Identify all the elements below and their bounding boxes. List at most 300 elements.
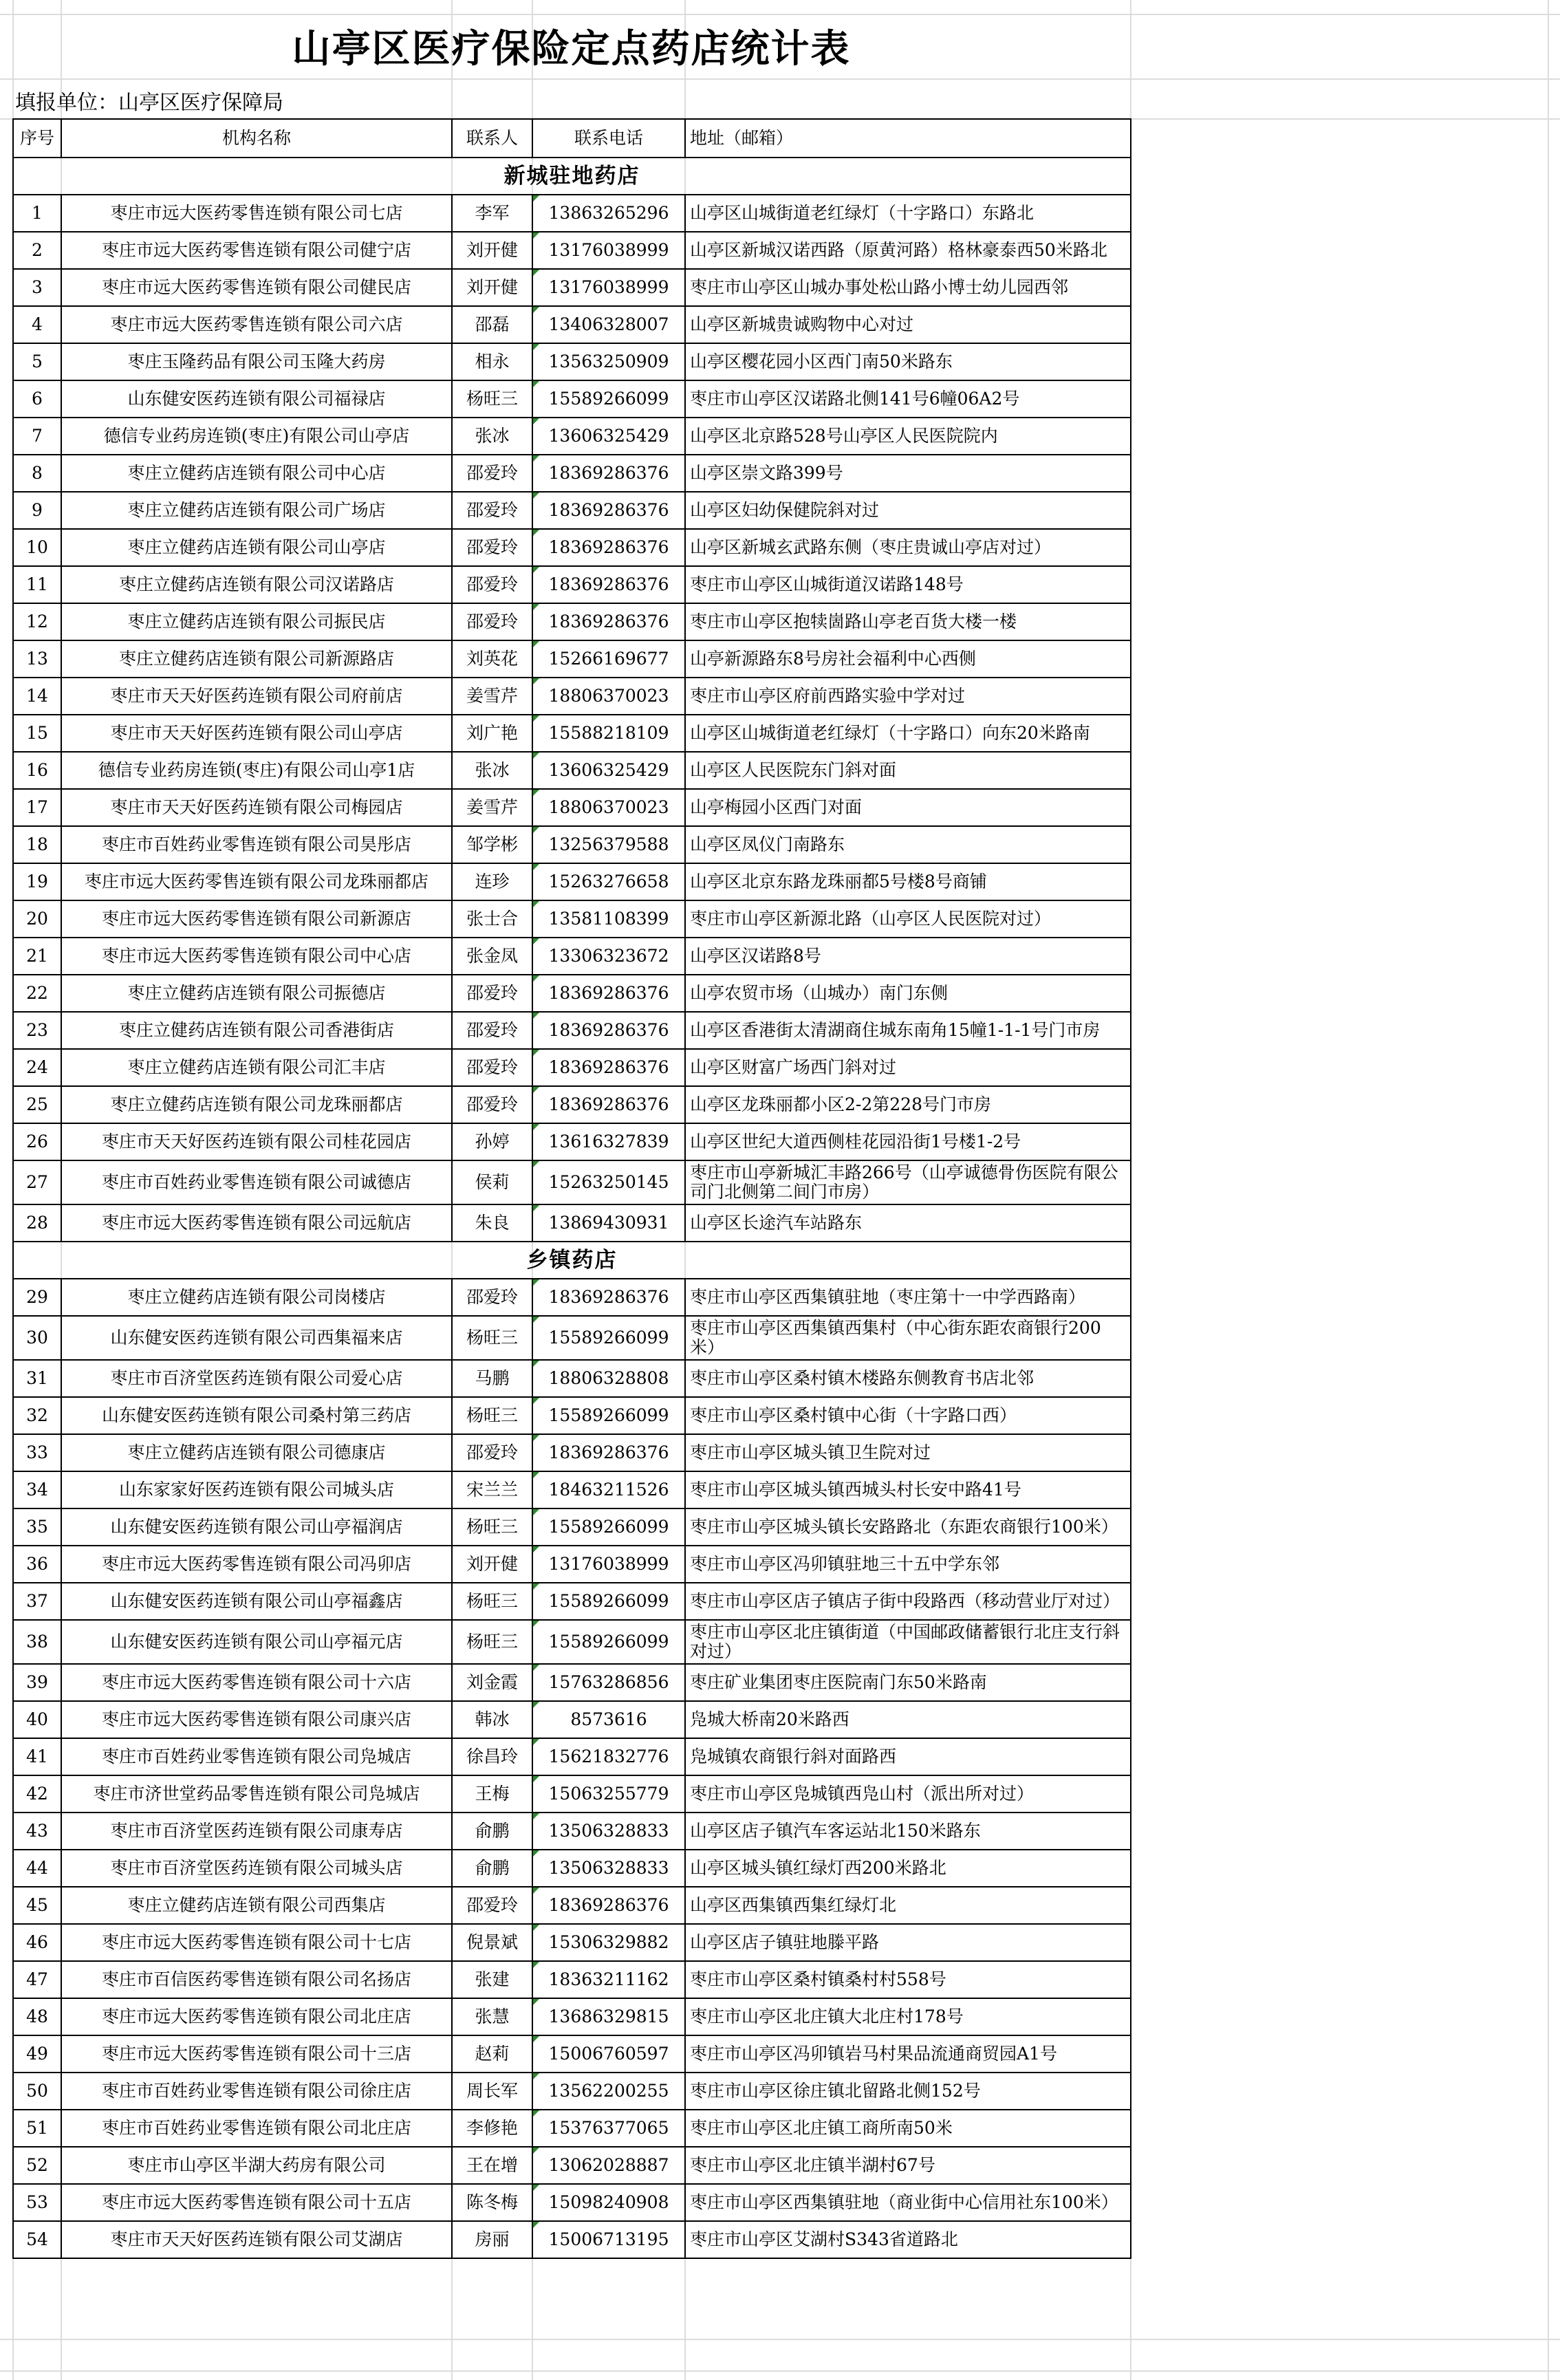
cell-name[interactable]: 枣庄市百姓药业零售连锁有限公司徐庄店 bbox=[61, 2073, 452, 2110]
cell-no[interactable]: 11 bbox=[13, 566, 61, 603]
cell-name[interactable]: 枣庄市远大医药零售连锁有限公司十六店 bbox=[61, 1664, 452, 1701]
table-row bbox=[13, 1850, 1131, 1887]
cell-no[interactable]: 37 bbox=[13, 1583, 61, 1620]
cell-name[interactable]: 枣庄市天天好医药连锁有限公司梅园店 bbox=[61, 789, 452, 826]
table-row bbox=[13, 1924, 1131, 1961]
cell-name[interactable]: 枣庄立健药店连锁有限公司德康店 bbox=[61, 1434, 452, 1471]
cell-no[interactable]: 17 bbox=[13, 789, 61, 826]
cell-phone[interactable]: 13563250909 bbox=[532, 343, 685, 380]
cell-contact[interactable]: 房丽 bbox=[452, 2221, 532, 2258]
cell-phone[interactable]: 15589266099 bbox=[532, 1508, 685, 1546]
cell-name[interactable]: 枣庄市济世堂药品零售连锁有限公司凫城店 bbox=[61, 1775, 452, 1813]
cell-contact[interactable]: 刘金霞 bbox=[452, 1664, 532, 1701]
cell-address[interactable]: 枣庄市山亭区城头镇长安路路北（东距农商银行100米） bbox=[685, 1508, 1131, 1546]
cell-phone[interactable]: 13616327839 bbox=[532, 1123, 685, 1160]
cell-phone[interactable]: 15263276658 bbox=[532, 863, 685, 900]
cell-phone[interactable]: 15306329882 bbox=[532, 1924, 685, 1961]
cell-contact[interactable]: 周长军 bbox=[452, 2073, 532, 2110]
cell-no[interactable]: 39 bbox=[13, 1664, 61, 1701]
cell-address[interactable]: 山亭区香港街太清湖商住城东南角15幢1-1-1号门市房 bbox=[685, 1012, 1131, 1049]
cell-address[interactable]: 山亭区财富广场西门斜对过 bbox=[685, 1049, 1131, 1086]
cell-no[interactable]: 20 bbox=[13, 900, 61, 938]
cell-address[interactable]: 山亭区新城汉诺西路（原黄河路）格林豪泰西50米路北 bbox=[685, 232, 1131, 269]
cell-contact[interactable]: 邵爱玲 bbox=[452, 566, 532, 603]
cell-address[interactable]: 山亭区人民医院东门斜对面 bbox=[685, 752, 1131, 789]
cell-no[interactable]: 1 bbox=[13, 195, 61, 232]
cell-no[interactable]: 32 bbox=[13, 1397, 61, 1434]
table-row bbox=[13, 752, 1131, 789]
cell-address[interactable]: 山亭区世纪大道西侧桂花园沿街1号楼1-2号 bbox=[685, 1123, 1131, 1160]
cell-name[interactable]: 枣庄立健药店连锁有限公司中心店 bbox=[61, 455, 452, 492]
cell-contact[interactable]: 邵爱玲 bbox=[452, 603, 532, 640]
cell-contact[interactable]: 张冰 bbox=[452, 418, 532, 455]
cell-phone[interactable]: 18369286376 bbox=[532, 603, 685, 640]
cell-address[interactable]: 枣庄市山亭区山城办事处松山路小博士幼儿园西邻 bbox=[685, 269, 1131, 306]
cell-no[interactable]: 47 bbox=[13, 1961, 61, 1998]
cell-phone[interactable]: 15589266099 bbox=[532, 1620, 685, 1664]
cell-phone[interactable]: 15589266099 bbox=[532, 380, 685, 418]
cell-address[interactable]: 枣庄市山亭区冯卯镇岩马村果品流通商贸园A1号 bbox=[685, 2035, 1131, 2073]
cell-no[interactable]: 31 bbox=[13, 1360, 61, 1397]
cell-phone[interactable]: 18369286376 bbox=[532, 566, 685, 603]
section-title[interactable]: 新城驻地药店 bbox=[13, 158, 1131, 195]
cell-contact[interactable]: 刘英花 bbox=[452, 640, 532, 678]
cell-address[interactable]: 山亭区新城贵诚购物中心对过 bbox=[685, 306, 1131, 343]
cell-no[interactable]: 38 bbox=[13, 1620, 61, 1664]
cell-phone[interactable]: 15063255779 bbox=[532, 1775, 685, 1813]
cell-phone[interactable]: 8573616 bbox=[532, 1701, 685, 1738]
cell-phone[interactable]: 15589266099 bbox=[532, 1583, 685, 1620]
table-row bbox=[13, 715, 1131, 752]
cell-contact[interactable]: 李军 bbox=[452, 195, 532, 232]
cell-name[interactable]: 枣庄玉隆药品有限公司玉隆大药房 bbox=[61, 343, 452, 380]
cell-phone[interactable]: 18369286376 bbox=[532, 1049, 685, 1086]
cell-phone[interactable]: 13506328833 bbox=[532, 1813, 685, 1850]
cell-no[interactable]: 6 bbox=[13, 380, 61, 418]
cell-name[interactable]: 枣庄市山亭区半湖大药房有限公司 bbox=[61, 2147, 452, 2184]
cell-phone[interactable]: 13606325429 bbox=[532, 418, 685, 455]
cell-name[interactable]: 枣庄市百济堂医药连锁有限公司城头店 bbox=[61, 1850, 452, 1887]
cell-address[interactable]: 山亭区北京东路龙珠丽都5号楼8号商铺 bbox=[685, 863, 1131, 900]
cell-no[interactable]: 45 bbox=[13, 1887, 61, 1924]
cell-name[interactable]: 枣庄市百姓药业零售连锁有限公司昊彤店 bbox=[61, 826, 452, 863]
cell-phone[interactable]: 13581108399 bbox=[532, 900, 685, 938]
cell-address[interactable]: 枣庄矿业集团枣庄医院南门东50米路南 bbox=[685, 1664, 1131, 1701]
cell-address[interactable]: 枣庄市山亭区西集镇驻地（枣庄第十一中学西路南） bbox=[685, 1279, 1131, 1316]
cell-name[interactable]: 德信专业药房连锁(枣庄)有限公司山亭店 bbox=[61, 418, 452, 455]
cell-phone[interactable]: 15006760597 bbox=[532, 2035, 685, 2073]
cell-no[interactable]: 51 bbox=[13, 2110, 61, 2147]
pharmacy-table bbox=[12, 118, 1131, 2259]
cell-name[interactable]: 枣庄市远大医药零售连锁有限公司十五店 bbox=[61, 2184, 452, 2221]
cell-address[interactable]: 枣庄市山亭区店子镇店子街中段路西（移动营业厅对过） bbox=[685, 1583, 1131, 1620]
table-header-row bbox=[13, 119, 1131, 158]
cell-no[interactable]: 29 bbox=[13, 1279, 61, 1316]
cell-name[interactable]: 枣庄市远大医药零售连锁有限公司新源店 bbox=[61, 900, 452, 938]
cell-phone[interactable]: 18369286376 bbox=[532, 1086, 685, 1123]
cell-name[interactable]: 枣庄市天天好医药连锁有限公司桂花园店 bbox=[61, 1123, 452, 1160]
reporting-unit: 填报单位：山亭区医疗保障局 bbox=[15, 91, 283, 115]
cell-no[interactable]: 25 bbox=[13, 1086, 61, 1123]
cell-contact[interactable]: 王在增 bbox=[452, 2147, 532, 2184]
cell-address[interactable]: 枣庄市山亭区西集镇西集村（中心街东距农商银行200米） bbox=[685, 1316, 1131, 1360]
cell-name[interactable]: 山东健安医药连锁有限公司山亭福鑫店 bbox=[61, 1583, 452, 1620]
cell-name[interactable]: 山东健安医药连锁有限公司桑村第三药店 bbox=[61, 1397, 452, 1434]
header-contact[interactable]: 联系人 bbox=[452, 119, 532, 158]
cell-contact[interactable]: 马鹏 bbox=[452, 1360, 532, 1397]
cell-phone[interactable]: 18369286376 bbox=[532, 1887, 685, 1924]
cell-phone[interactable]: 18369286376 bbox=[532, 529, 685, 566]
cell-phone[interactable]: 13686329815 bbox=[532, 1998, 685, 2035]
cell-phone[interactable]: 13863265296 bbox=[532, 195, 685, 232]
cell-no[interactable]: 24 bbox=[13, 1049, 61, 1086]
cell-name[interactable]: 枣庄市天天好医药连锁有限公司山亭店 bbox=[61, 715, 452, 752]
cell-phone[interactable]: 13606325429 bbox=[532, 752, 685, 789]
cell-contact[interactable]: 邵爱玲 bbox=[452, 1887, 532, 1924]
cell-address[interactable]: 枣庄市山亭区城头镇卫生院对过 bbox=[685, 1434, 1131, 1471]
cell-address[interactable]: 山亭区樱花园小区西门南50米路东 bbox=[685, 343, 1131, 380]
table-row bbox=[13, 1086, 1131, 1123]
cell-address[interactable]: 枣庄市山亭区北庄镇工商所南50米 bbox=[685, 2110, 1131, 2147]
cell-no[interactable]: 28 bbox=[13, 1204, 61, 1242]
cell-name[interactable]: 枣庄市远大医药零售连锁有限公司康兴店 bbox=[61, 1701, 452, 1738]
cell-contact[interactable]: 邵爱玲 bbox=[452, 529, 532, 566]
cell-no[interactable]: 43 bbox=[13, 1813, 61, 1850]
cell-address[interactable]: 枣庄市山亭区凫城镇西凫山村（派出所对过） bbox=[685, 1775, 1131, 1813]
cell-contact[interactable]: 刘开健 bbox=[452, 1546, 532, 1583]
cell-address[interactable]: 山亭新源路东8号房社会福利中心西侧 bbox=[685, 640, 1131, 678]
cell-no[interactable]: 4 bbox=[13, 306, 61, 343]
cell-contact[interactable]: 孙婷 bbox=[452, 1123, 532, 1160]
cell-phone[interactable]: 15763286856 bbox=[532, 1664, 685, 1701]
cell-phone[interactable]: 18369286376 bbox=[532, 492, 685, 529]
cell-address[interactable]: 山亭区北京路528号山亭区人民医院院内 bbox=[685, 418, 1131, 455]
cell-no[interactable]: 27 bbox=[13, 1160, 61, 1204]
cell-phone[interactable]: 15263250145 bbox=[532, 1160, 685, 1204]
cell-no[interactable]: 52 bbox=[13, 2147, 61, 2184]
cell-name[interactable]: 枣庄市百姓药业零售连锁有限公司诚德店 bbox=[61, 1160, 452, 1204]
cell-name[interactable]: 枣庄市远大医药零售连锁有限公司七店 bbox=[61, 195, 452, 232]
cell-address[interactable]: 山亭区凤仪门南路东 bbox=[685, 826, 1131, 863]
table-row bbox=[13, 455, 1131, 492]
cell-contact[interactable]: 张慧 bbox=[452, 1998, 532, 2035]
cell-name[interactable]: 枣庄市百济堂医药连锁有限公司爱心店 bbox=[61, 1360, 452, 1397]
cell-name[interactable]: 枣庄市天天好医药连锁有限公司府前店 bbox=[61, 678, 452, 715]
header-name[interactable]: 机构名称 bbox=[61, 119, 452, 158]
cell-no[interactable]: 7 bbox=[13, 418, 61, 455]
cell-phone[interactable]: 13869430931 bbox=[532, 1204, 685, 1242]
cell-contact[interactable]: 杨旺三 bbox=[452, 1583, 532, 1620]
cell-name[interactable]: 枣庄市百姓药业零售连锁有限公司北庄店 bbox=[61, 2110, 452, 2147]
cell-name[interactable]: 枣庄立健药店连锁有限公司岗楼店 bbox=[61, 1279, 452, 1316]
cell-contact[interactable]: 宋兰兰 bbox=[452, 1471, 532, 1508]
cell-no[interactable]: 35 bbox=[13, 1508, 61, 1546]
table-row bbox=[13, 1397, 1131, 1434]
cell-no[interactable]: 53 bbox=[13, 2184, 61, 2221]
cell-contact[interactable]: 姜雪芹 bbox=[452, 678, 532, 715]
cell-phone[interactable]: 18369286376 bbox=[532, 1434, 685, 1471]
cell-contact[interactable]: 李修艳 bbox=[452, 2110, 532, 2147]
cell-address[interactable]: 枣庄市山亭区城头镇西城头村长安中路41号 bbox=[685, 1471, 1131, 1508]
cell-contact[interactable]: 倪景斌 bbox=[452, 1924, 532, 1961]
cell-name[interactable]: 山东健安医药连锁有限公司福禄店 bbox=[61, 380, 452, 418]
table-row bbox=[13, 1160, 1131, 1204]
cell-contact[interactable]: 邵爱玲 bbox=[452, 1086, 532, 1123]
cell-phone[interactable]: 18369286376 bbox=[532, 1012, 685, 1049]
cell-address[interactable]: 山亭区山城街道老红绿灯（十字路口）东路北 bbox=[685, 195, 1131, 232]
cell-no[interactable]: 26 bbox=[13, 1123, 61, 1160]
cell-address[interactable]: 枣庄市山亭区山城街道汉诺路148号 bbox=[685, 566, 1131, 603]
cell-name[interactable]: 枣庄立健药店连锁有限公司汇丰店 bbox=[61, 1049, 452, 1086]
cell-name[interactable]: 枣庄立健药店连锁有限公司汉诺路店 bbox=[61, 566, 452, 603]
cell-phone[interactable]: 18369286376 bbox=[532, 1279, 685, 1316]
cell-address[interactable]: 山亭区妇幼保健院斜对过 bbox=[685, 492, 1131, 529]
cell-contact[interactable]: 王梅 bbox=[452, 1775, 532, 1813]
cell-name[interactable]: 枣庄立健药店连锁有限公司广场店 bbox=[61, 492, 452, 529]
cell-name[interactable]: 枣庄立健药店连锁有限公司龙珠丽都店 bbox=[61, 1086, 452, 1123]
cell-contact[interactable]: 邵爱玲 bbox=[452, 455, 532, 492]
cell-name[interactable]: 枣庄市远大医药零售连锁有限公司北庄店 bbox=[61, 1998, 452, 2035]
cell-no[interactable]: 18 bbox=[13, 826, 61, 863]
cell-phone[interactable]: 13506328833 bbox=[532, 1850, 685, 1887]
cell-phone[interactable]: 15376377065 bbox=[532, 2110, 685, 2147]
cell-no[interactable]: 3 bbox=[13, 269, 61, 306]
cell-no[interactable]: 16 bbox=[13, 752, 61, 789]
cell-contact[interactable]: 张冰 bbox=[452, 752, 532, 789]
header-phone[interactable]: 联系电话 bbox=[532, 119, 685, 158]
cell-address[interactable]: 枣庄市山亭区北庄镇街道（中国邮政储蓄银行北庄支行斜对过） bbox=[685, 1620, 1131, 1664]
cell-no[interactable]: 42 bbox=[13, 1775, 61, 1813]
cell-contact[interactable]: 张金凤 bbox=[452, 938, 532, 975]
cell-name[interactable]: 枣庄立健药店连锁有限公司振德店 bbox=[61, 975, 452, 1012]
cell-address[interactable]: 枣庄市山亭区北庄镇大北庄村178号 bbox=[685, 1998, 1131, 2035]
cell-no[interactable]: 46 bbox=[13, 1924, 61, 1961]
cell-name[interactable]: 山东健安医药连锁有限公司山亭福润店 bbox=[61, 1508, 452, 1546]
cell-contact[interactable]: 俞鹏 bbox=[452, 1850, 532, 1887]
cell-address[interactable]: 山亭梅园小区西门对面 bbox=[685, 789, 1131, 826]
gridline-vertical bbox=[1548, 0, 1549, 2380]
cell-name[interactable]: 枣庄市远大医药零售连锁有限公司远航店 bbox=[61, 1204, 452, 1242]
cell-no[interactable]: 50 bbox=[13, 2073, 61, 2110]
cell-address[interactable]: 凫城镇农商银行斜对面路西 bbox=[685, 1738, 1131, 1775]
cell-no[interactable]: 54 bbox=[13, 2221, 61, 2258]
cell-contact[interactable]: 张士合 bbox=[452, 900, 532, 938]
cell-no[interactable]: 21 bbox=[13, 938, 61, 975]
cell-contact[interactable]: 陈冬梅 bbox=[452, 2184, 532, 2221]
cell-no[interactable]: 33 bbox=[13, 1434, 61, 1471]
cell-name[interactable]: 枣庄立健药店连锁有限公司西集店 bbox=[61, 1887, 452, 1924]
cell-contact[interactable]: 俞鹏 bbox=[452, 1813, 532, 1850]
cell-no[interactable]: 19 bbox=[13, 863, 61, 900]
cell-address[interactable]: 山亭区店子镇驻地滕平路 bbox=[685, 1924, 1131, 1961]
cell-no[interactable]: 5 bbox=[13, 343, 61, 380]
cell-no[interactable]: 8 bbox=[13, 455, 61, 492]
cell-address[interactable]: 山亭区龙珠丽都小区2-2第228号门市房 bbox=[685, 1086, 1131, 1123]
cell-address[interactable]: 山亭区店子镇汽车客运站北150米路东 bbox=[685, 1813, 1131, 1850]
section-header-row bbox=[13, 1242, 1131, 1279]
cell-address[interactable]: 枣庄市山亭区汉诺路北侧141号6幢06A2号 bbox=[685, 380, 1131, 418]
cell-no[interactable]: 12 bbox=[13, 603, 61, 640]
cell-contact[interactable]: 邵爱玲 bbox=[452, 1434, 532, 1471]
cell-no[interactable]: 22 bbox=[13, 975, 61, 1012]
cell-name[interactable]: 枣庄立健药店连锁有限公司新源路店 bbox=[61, 640, 452, 678]
cell-phone[interactable]: 15006713195 bbox=[532, 2221, 685, 2258]
cell-phone[interactable]: 15589266099 bbox=[532, 1397, 685, 1434]
table-row bbox=[13, 529, 1131, 566]
cell-phone[interactable]: 18463211526 bbox=[532, 1471, 685, 1508]
cell-name[interactable]: 枣庄市远大医药零售连锁有限公司中心店 bbox=[61, 938, 452, 975]
table-row bbox=[13, 640, 1131, 678]
cell-no[interactable]: 9 bbox=[13, 492, 61, 529]
cell-name[interactable]: 枣庄立健药店连锁有限公司山亭店 bbox=[61, 529, 452, 566]
cell-contact[interactable]: 邵磊 bbox=[452, 306, 532, 343]
cell-no[interactable]: 15 bbox=[13, 715, 61, 752]
cell-name[interactable]: 枣庄市远大医药零售连锁有限公司冯卯店 bbox=[61, 1546, 452, 1583]
cell-contact[interactable]: 邵爱玲 bbox=[452, 975, 532, 1012]
table-row bbox=[13, 2110, 1131, 2147]
cell-address[interactable]: 枣庄市山亭区徐庄镇北留路北侧152号 bbox=[685, 2073, 1131, 2110]
cell-phone[interactable]: 13256379588 bbox=[532, 826, 685, 863]
cell-name[interactable]: 枣庄市远大医药零售连锁有限公司十三店 bbox=[61, 2035, 452, 2073]
cell-name[interactable]: 山东健安医药连锁有限公司西集福来店 bbox=[61, 1316, 452, 1360]
cell-contact[interactable]: 邵爱玲 bbox=[452, 1279, 532, 1316]
cell-address[interactable]: 枣庄市山亭区抱犊崮路山亭老百货大楼一楼 bbox=[685, 603, 1131, 640]
cell-contact[interactable]: 相永 bbox=[452, 343, 532, 380]
cell-name[interactable]: 山东健安医药连锁有限公司山亭福元店 bbox=[61, 1620, 452, 1664]
cell-phone[interactable]: 13176038999 bbox=[532, 232, 685, 269]
cell-address[interactable]: 山亭区长途汽车站路东 bbox=[685, 1204, 1131, 1242]
cell-address[interactable]: 山亭区新城玄武路东侧（枣庄贵诚山亭店对过） bbox=[685, 529, 1131, 566]
cell-address[interactable]: 山亭区西集镇西集红绿灯北 bbox=[685, 1887, 1131, 1924]
cell-contact[interactable]: 朱良 bbox=[452, 1204, 532, 1242]
cell-name[interactable]: 山东家家好医药连锁有限公司城头店 bbox=[61, 1471, 452, 1508]
cell-contact[interactable]: 韩冰 bbox=[452, 1701, 532, 1738]
cell-name[interactable]: 枣庄市远大医药零售连锁有限公司健民店 bbox=[61, 269, 452, 306]
cell-phone[interactable]: 15588218109 bbox=[532, 715, 685, 752]
cell-phone[interactable]: 18369286376 bbox=[532, 975, 685, 1012]
cell-contact[interactable]: 杨旺三 bbox=[452, 380, 532, 418]
cell-no[interactable]: 23 bbox=[13, 1012, 61, 1049]
cell-contact[interactable]: 刘广艳 bbox=[452, 715, 532, 752]
header-address[interactable]: 地址（邮箱） bbox=[685, 119, 1131, 158]
cell-no[interactable]: 34 bbox=[13, 1471, 61, 1508]
cell-name[interactable]: 德信专业药房连锁(枣庄)有限公司山亭1店 bbox=[61, 752, 452, 789]
cell-address[interactable]: 枣庄市山亭区北庄镇半湖村67号 bbox=[685, 2147, 1131, 2184]
cell-no[interactable]: 30 bbox=[13, 1316, 61, 1360]
cell-phone[interactable]: 13176038999 bbox=[532, 269, 685, 306]
cell-name[interactable]: 枣庄市百姓药业零售连锁有限公司凫城店 bbox=[61, 1738, 452, 1775]
cell-address[interactable]: 山亭农贸市场（山城办）南门东侧 bbox=[685, 975, 1131, 1012]
cell-address[interactable]: 枣庄市山亭区冯卯镇驻地三十五中学东邻 bbox=[685, 1546, 1131, 1583]
cell-no[interactable]: 40 bbox=[13, 1701, 61, 1738]
cell-address[interactable]: 枣庄市山亭区桑村镇木楼路东侧教育书店北邻 bbox=[685, 1360, 1131, 1397]
cell-contact[interactable]: 杨旺三 bbox=[452, 1508, 532, 1546]
cell-contact[interactable]: 杨旺三 bbox=[452, 1397, 532, 1434]
cell-address[interactable]: 枣庄市山亭区西集镇驻地（商业街中心信用社东100米） bbox=[685, 2184, 1131, 2221]
cell-phone[interactable]: 15266169677 bbox=[532, 640, 685, 678]
cell-phone[interactable]: 18369286376 bbox=[532, 455, 685, 492]
cell-address[interactable]: 凫城大桥南20米路西 bbox=[685, 1701, 1131, 1738]
cell-name[interactable]: 枣庄市远大医药零售连锁有限公司十七店 bbox=[61, 1924, 452, 1961]
cell-contact[interactable]: 刘开健 bbox=[452, 269, 532, 306]
cell-phone[interactable]: 18806328808 bbox=[532, 1360, 685, 1397]
cell-no[interactable]: 2 bbox=[13, 232, 61, 269]
cell-contact[interactable]: 邵爱玲 bbox=[452, 1012, 532, 1049]
cell-address[interactable]: 枣庄市山亭区艾湖村S343省道路北 bbox=[685, 2221, 1131, 2258]
cell-name[interactable]: 枣庄市百济堂医药连锁有限公司康寿店 bbox=[61, 1813, 452, 1850]
cell-phone[interactable]: 13406328007 bbox=[532, 306, 685, 343]
cell-contact[interactable]: 连珍 bbox=[452, 863, 532, 900]
cell-no[interactable]: 44 bbox=[13, 1850, 61, 1887]
cell-contact[interactable]: 邵爱玲 bbox=[452, 1049, 532, 1086]
table-row bbox=[13, 938, 1131, 975]
cell-contact[interactable]: 侯莉 bbox=[452, 1160, 532, 1204]
cell-no[interactable]: 10 bbox=[13, 529, 61, 566]
cell-no[interactable]: 14 bbox=[13, 678, 61, 715]
cell-address[interactable]: 山亭区崇文路399号 bbox=[685, 455, 1131, 492]
cell-phone[interactable]: 15589266099 bbox=[532, 1316, 685, 1360]
cell-contact[interactable]: 杨旺三 bbox=[452, 1620, 532, 1664]
cell-phone[interactable]: 18806370023 bbox=[532, 678, 685, 715]
cell-no[interactable]: 48 bbox=[13, 1998, 61, 2035]
cell-address[interactable]: 山亭区城头镇红绿灯西200米路北 bbox=[685, 1850, 1131, 1887]
cell-name[interactable]: 枣庄市远大医药零售连锁有限公司龙珠丽都店 bbox=[61, 863, 452, 900]
cell-contact[interactable]: 杨旺三 bbox=[452, 1316, 532, 1360]
cell-phone[interactable]: 13176038999 bbox=[532, 1546, 685, 1583]
cell-phone[interactable]: 15098240908 bbox=[532, 2184, 685, 2221]
cell-phone[interactable]: 13306323672 bbox=[532, 938, 685, 975]
cell-contact[interactable]: 姜雪芹 bbox=[452, 789, 532, 826]
cell-contact[interactable]: 张建 bbox=[452, 1961, 532, 1998]
table-row bbox=[13, 2184, 1131, 2221]
gridline-horizontal bbox=[0, 2339, 1560, 2340]
cell-name[interactable]: 枣庄市远大医药零售连锁有限公司健宁店 bbox=[61, 232, 452, 269]
gridline-horizontal bbox=[0, 2370, 1560, 2372]
cell-contact[interactable]: 赵莉 bbox=[452, 2035, 532, 2073]
cell-address[interactable]: 枣庄市山亭区新源北路（山亭区人民医院对过） bbox=[685, 900, 1131, 938]
cell-contact[interactable]: 徐昌玲 bbox=[452, 1738, 532, 1775]
cell-name[interactable]: 枣庄市百信医药零售连锁有限公司名扬店 bbox=[61, 1961, 452, 1998]
cell-name[interactable]: 枣庄市天天好医药连锁有限公司艾湖店 bbox=[61, 2221, 452, 2258]
cell-no[interactable]: 36 bbox=[13, 1546, 61, 1583]
cell-address[interactable]: 山亭区汉诺路8号 bbox=[685, 938, 1131, 975]
cell-address[interactable]: 枣庄市山亭区桑村镇中心街（十字路口西） bbox=[685, 1397, 1131, 1434]
cell-no[interactable]: 41 bbox=[13, 1738, 61, 1775]
cell-phone[interactable]: 13062028887 bbox=[532, 2147, 685, 2184]
cell-phone[interactable]: 15621832776 bbox=[532, 1738, 685, 1775]
cell-no[interactable]: 49 bbox=[13, 2035, 61, 2073]
cell-contact[interactable]: 邹学彬 bbox=[452, 826, 532, 863]
cell-name[interactable]: 枣庄立健药店连锁有限公司振民店 bbox=[61, 603, 452, 640]
table-row bbox=[13, 418, 1131, 455]
cell-contact[interactable]: 刘开健 bbox=[452, 232, 532, 269]
section-title[interactable]: 乡镇药店 bbox=[13, 1242, 1131, 1279]
cell-address[interactable]: 山亭区山城街道老红绿灯（十字路口）向东20米路南 bbox=[685, 715, 1131, 752]
cell-contact[interactable]: 邵爱玲 bbox=[452, 492, 532, 529]
table-row bbox=[13, 1738, 1131, 1775]
cell-phone[interactable]: 18806370023 bbox=[532, 789, 685, 826]
cell-no[interactable]: 13 bbox=[13, 640, 61, 678]
cell-phone[interactable]: 13562200255 bbox=[532, 2073, 685, 2110]
header-no[interactable]: 序号 bbox=[13, 119, 61, 158]
cell-phone[interactable]: 18363211162 bbox=[532, 1961, 685, 1998]
cell-address[interactable]: 枣庄市山亭新城汇丰路266号（山亭诚德骨伤医院有限公司门北侧第二间门市房） bbox=[685, 1160, 1131, 1204]
cell-address[interactable]: 枣庄市山亭区桑村镇桑村村558号 bbox=[685, 1961, 1131, 1998]
cell-name[interactable]: 枣庄市远大医药零售连锁有限公司六店 bbox=[61, 306, 452, 343]
cell-name[interactable]: 枣庄立健药店连锁有限公司香港街店 bbox=[61, 1012, 452, 1049]
table-row bbox=[13, 1279, 1131, 1316]
cell-address[interactable]: 枣庄市山亭区府前西路实验中学对过 bbox=[685, 678, 1131, 715]
